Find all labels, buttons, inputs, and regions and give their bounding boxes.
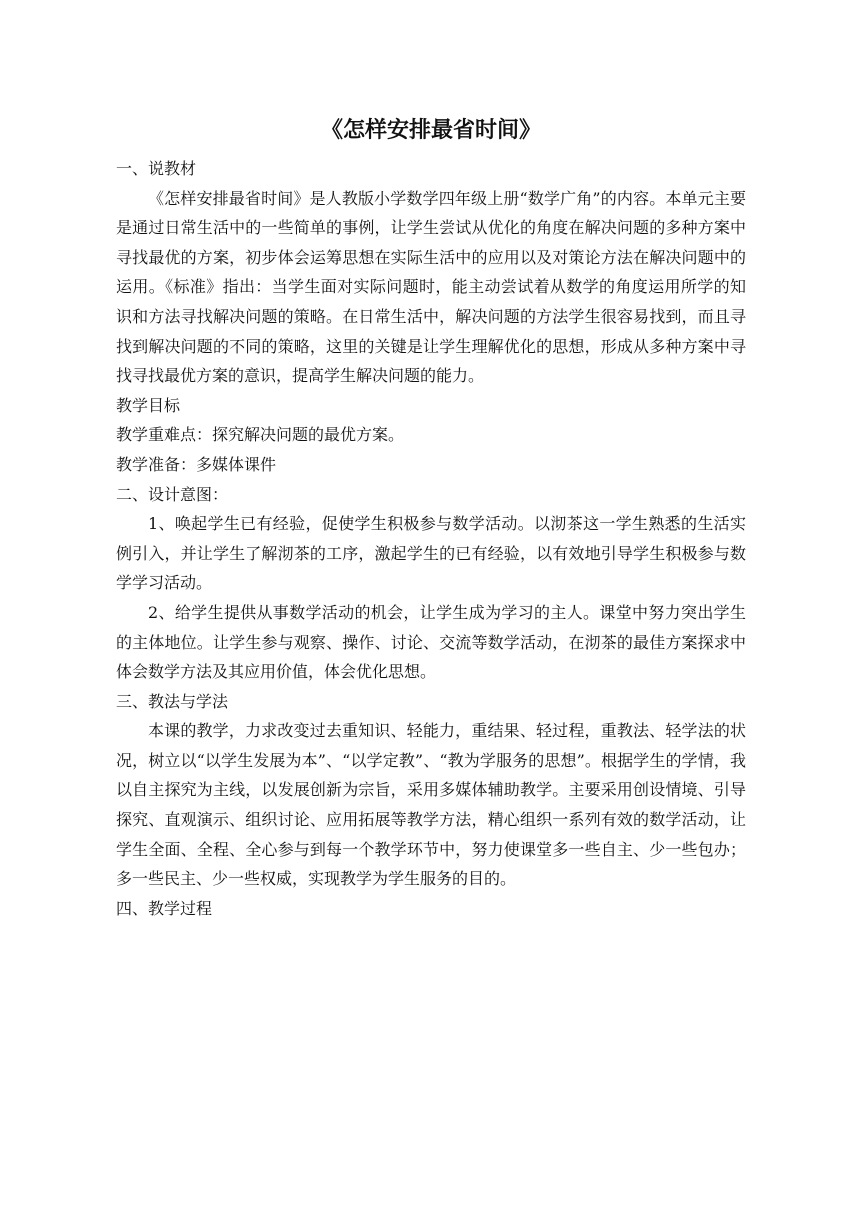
section-heading-design-intent: 二、设计意图： bbox=[116, 484, 229, 504]
section-heading-methods: 三、教法与学法 bbox=[116, 691, 229, 711]
document-body bbox=[116, 110, 746, 923]
section-heading-teaching-process: 四、教学过程 bbox=[116, 898, 213, 918]
section-heading-teaching-material: 一、说教材 bbox=[116, 159, 197, 178]
paragraph-methods: 本课的教学，力求改变过去重知识、轻能力，重结果、轻过程，重教法、轻学法的状况，树立以“以学生发展为本”、“以学定教”、“教为学服务的思想”。根据学生的学情，我以自主探究为主线，以发展创新为宗旨，采用多媒体辅助教学。主要采用创设情境、引导探究、直观演示、组织讨论、应用拓展等教学方法，精心组织一系列有效的数学活动，让学生全面、全程、全心参与到每一个教学环节中，努力使课堂多一些自主、少一些包办；多一些民主、少一些权威，实现教学为学生服务的目的。 bbox=[116, 721, 746, 889]
teaching-preparation: 教学准备：多媒体课件 bbox=[116, 454, 277, 474]
paragraph-design-intent-2: 2、给学生提供从事数学活动的机会，让学生成为学习的主人。课堂中努力突出学生的主体地位。让学生参与观察、操作、讨论、交流等数学活动，在沏茶的最佳方案探求中体会数学方法及其应用价值，体会优化思想。 bbox=[116, 602, 746, 682]
teaching-key-points: 教学重难点：探究解决问题的最优方案。 bbox=[116, 425, 405, 445]
document-title: 《怎样安排最省时间》 bbox=[320, 117, 541, 143]
paragraph-teaching-material: 《怎样安排最省时间》是人教版小学数学四年级上册“数学广角”的内容。本单元主要是通过日常生活中的一些简单的事例，让学生尝试从优化的角度在解决问题的多种方案中寻找最优的方案，初步体会运筹思想在实际生活中的应用以及对策论方法在解决问题中的运用。《标准》指出：当学生面对实际问题时，能主动尝试着从数学的角度运用所学的知识和方法寻找解决问题的策略。在日常生活中，解决问题的方法学生很容易找到，而且寻找到解决问题的不同的策略，这里的关键是让学生理解优化的思想，形成从多种方案中寻找寻找最优方案的意识，提高学生解决问题的能力。 bbox=[116, 188, 746, 386]
paragraph-design-intent-1: 1、唤起学生已有经验，促使学生积极参与数学活动。以沏茶这一学生熟悉的生活实例引入，并让学生了解沏茶的工序，激起学生的已有经验，以有效地引导学生积极参与数学学习活动。 bbox=[116, 514, 746, 593]
teaching-goals-label: 教学目标 bbox=[116, 395, 181, 415]
